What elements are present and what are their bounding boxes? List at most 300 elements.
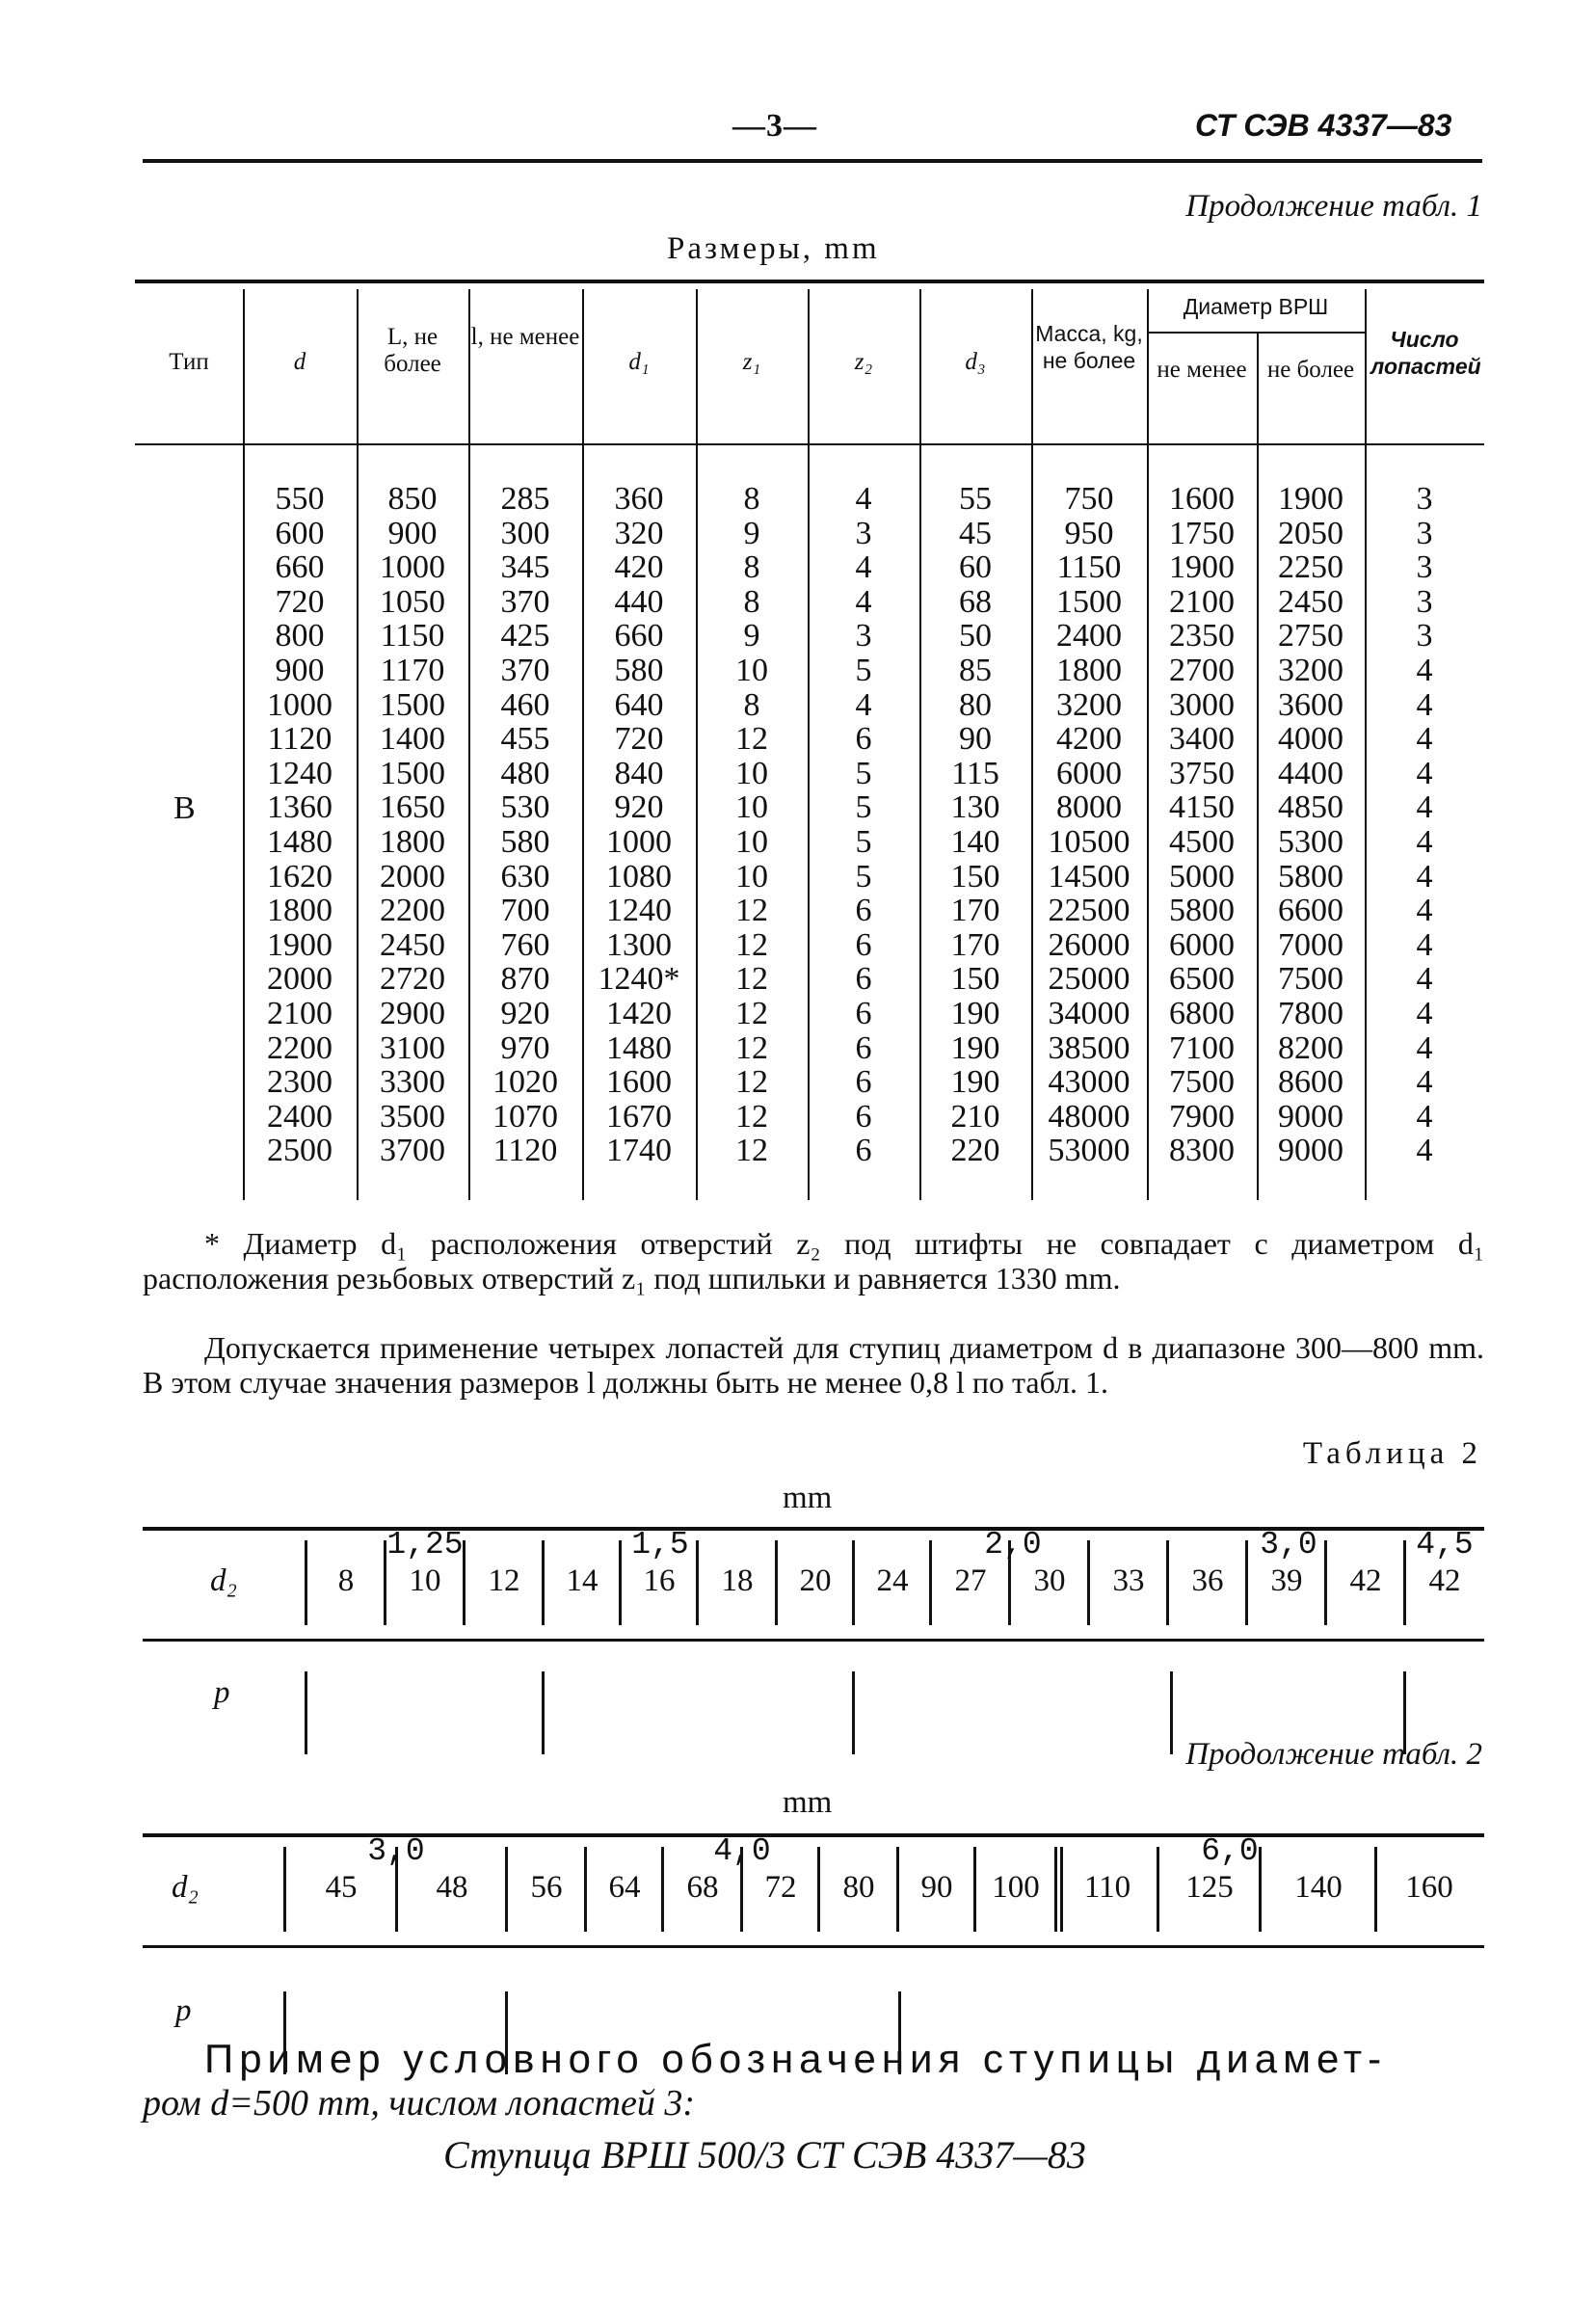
table1-cell-mass: 38500 [1048,1029,1130,1066]
table1-cell-L: 2900 [380,995,445,1031]
table1-cell-l: 300 [500,515,550,551]
table2b-d2-label: d₂ [172,1870,199,1905]
t2-d2-cell: 42 [1349,1563,1382,1598]
table1-cell-l: 455 [500,721,550,758]
t3-d2-cell: 125 [1185,1870,1234,1905]
table1-cell-d1: 1740 [606,1133,672,1169]
table1-cell-z1: 12 [735,1029,768,1066]
table1-cell-z2: 4 [855,686,872,723]
table1-cell-d: 1120 [267,721,332,758]
table1-cell-L: 1650 [380,789,445,826]
table1-cell-L: 2450 [380,926,445,963]
table1-cell-z2: 3 [855,515,872,551]
t2-p-cell: 1,25 [386,1527,464,1563]
header-d1: d₁ [628,349,650,375]
example-designation: Ступица ВРШ 500/3 СТ СЭВ 4337—83 [443,2133,1086,2177]
table1-cell-vrsh_max: 5300 [1278,823,1343,860]
table1-cell-mass: 48000 [1048,1098,1130,1135]
table2b-p-label: p [175,1993,192,2028]
table1-cell-z2: 6 [855,1098,872,1135]
column-d3 [919,482,1031,1168]
table1-cell-vrsh_max: 3200 [1278,652,1343,688]
table1-cell-d3: 45 [959,515,992,551]
table1-cell-d: 600 [275,515,325,551]
table1-cell-d: 900 [275,652,325,688]
table1-cell-z1: 10 [735,789,768,826]
table1-cell-L: 3100 [380,1029,445,1066]
table1-cell-vrsh_max: 3600 [1278,686,1343,723]
column-d1 [582,482,696,1168]
table1-cell-d: 2000 [267,961,332,998]
table1-cell-L: 2720 [380,961,445,998]
table1-cell-vrsh_min: 6800 [1169,995,1235,1031]
table1-cell-blades: 4 [1416,858,1433,895]
t3-d2-cell: 160 [1405,1870,1453,1905]
table2-d2-label: d₂ [210,1563,237,1598]
table1-cell-z1: 12 [735,721,768,758]
table1-cell-d: 800 [275,618,325,654]
table1-cell-d3: 115 [951,755,999,791]
table1-cell-vrsh_max: 7000 [1278,926,1343,963]
t2-d2-cell: 14 [566,1563,598,1598]
table1-cell-z1: 12 [735,1098,768,1135]
table1-cell-z1: 12 [735,961,768,998]
table1-cell-vrsh_max: 2250 [1278,549,1343,586]
t3-d2-cell: 72 [764,1870,797,1905]
table1-cell-mass: 2400 [1056,618,1122,654]
table1-cell-d1: 1300 [606,926,672,963]
table1-cell-blades: 3 [1416,618,1433,654]
table1-cell-blades: 3 [1416,481,1433,517]
table1-cell-mass: 1500 [1056,583,1122,620]
table1-cell-L: 1050 [380,583,445,620]
table1-cell-l: 700 [500,893,550,929]
table1-cell-z2: 5 [855,755,872,791]
table1-cell-mass: 950 [1064,515,1114,551]
table1-cell-d1: 580 [614,652,664,688]
table2-continuation: Продолжение табл. 2 [1185,1737,1482,1772]
table1-cell-d1: 640 [614,686,664,723]
t3-d2-cell: 100 [992,1870,1040,1905]
table1-cell-d1: 360 [614,481,664,517]
table1-cell-mass: 26000 [1048,926,1130,963]
table1-cell-vrsh_min: 1750 [1169,515,1235,551]
header-l: l, не менее [470,324,580,350]
table1-cell-d3: 80 [959,686,992,723]
table1-cell-mass: 3200 [1056,686,1122,723]
table1-cell-z2: 6 [855,721,872,758]
table1-cell-L: 1400 [380,721,445,758]
table1-cell-blades: 4 [1416,652,1433,688]
table1-cell-z1: 10 [735,858,768,895]
table1-cell-vrsh_min: 1600 [1169,481,1235,517]
table1-cell-vrsh_min: 2100 [1169,583,1235,620]
table1-cell-d1: 420 [614,549,664,586]
table1-cell-d3: 190 [950,1064,1000,1101]
table1-cell-d3: 210 [950,1098,1000,1135]
table1-cell-l: 580 [500,823,550,860]
table1 [135,280,1484,1205]
table1-cell-d: 1480 [267,823,332,860]
table1-cell-mass: 22500 [1048,893,1130,929]
table1-cell-vrsh_min: 3400 [1169,721,1235,758]
table1-cell-z2: 5 [855,652,872,688]
table1-cell-vrsh_min: 3000 [1169,686,1235,723]
column-z1 [696,482,808,1168]
table1-cell-L: 2200 [380,893,445,929]
table1-cell-mass: 8000 [1056,789,1122,826]
table1-cell-L: 3300 [380,1064,445,1101]
table1-cell-d: 1000 [267,686,332,723]
table1-cell-vrsh_max: 1900 [1278,481,1343,517]
table1-cell-d: 720 [275,583,325,620]
table1-cell-d: 1900 [267,926,332,963]
table1-cell-l: 480 [500,755,550,791]
table1-cell-blades: 4 [1416,755,1433,791]
table1-cell-z2: 4 [855,583,872,620]
header-d3: d₃ [965,349,986,375]
t2-d2-cell: 24 [876,1563,909,1598]
table1-cell-blades: 3 [1416,515,1433,551]
table1-cell-vrsh_max: 5800 [1278,858,1343,895]
column-vrsh-min [1147,482,1257,1168]
t3-d2-cell: 56 [530,1870,563,1905]
table1-cell-l: 630 [500,858,550,895]
table1-cell-z2: 6 [855,995,872,1031]
table1-cell-vrsh_min: 6000 [1169,926,1235,963]
table1-cell-d1: 720 [614,721,664,758]
column-vrsh-max [1257,482,1365,1168]
t3-p-cell: 4,0 [713,1833,771,1869]
table1-cell-z2: 6 [855,961,872,998]
t3-d2-cell: 64 [608,1870,641,1905]
table1-cell-z1: 10 [735,823,768,860]
table1-cell-d3: 85 [959,652,992,688]
table-vline [542,1671,545,1754]
table1-cell-vrsh_max: 6600 [1278,893,1343,929]
table1-cell-z1: 9 [743,515,760,551]
table1-cell-d: 1360 [267,789,332,826]
table1-cell-z2: 5 [855,789,872,826]
table1-cell-d: 2100 [267,995,332,1031]
table1-cell-vrsh_max: 9000 [1278,1098,1343,1135]
table1-cell-L: 3500 [380,1098,445,1135]
table1-cell-z2: 6 [855,1133,872,1169]
table1-cell-d1: 920 [614,789,664,826]
table1-cell-z1: 12 [735,926,768,963]
table1-cell-d1: 1240 [606,893,672,929]
table1-cell-blades: 4 [1416,1133,1433,1169]
header-z2: z₂ [854,349,873,375]
table1-cell-mass: 4200 [1056,721,1122,758]
table1-cell-d3: 68 [959,583,992,620]
column-z2 [808,482,919,1168]
table1-cell-vrsh_min: 7900 [1169,1098,1235,1135]
vrsh-subrule [1147,332,1365,334]
table1-cell-l: 760 [500,926,550,963]
table1-cell-z2: 4 [855,481,872,517]
column-L [357,482,468,1168]
table1-cell-mass: 34000 [1048,995,1130,1031]
table1-cell-L: 1500 [380,755,445,791]
column-blades [1370,482,1478,1168]
table1-cell-d3: 170 [950,926,1000,963]
table1-cell-d1: 1080 [606,858,672,895]
table1-cell-z1: 12 [735,995,768,1031]
table1-cell-d3: 190 [950,1029,1000,1066]
table1-cell-blades: 4 [1416,995,1433,1031]
table1-cell-z1: 9 [743,618,760,654]
table1-cell-blades: 4 [1416,926,1433,963]
t3-d2-cell: 45 [325,1870,358,1905]
table1-cell-d3: 130 [950,789,1000,826]
t2-d2-cell: 27 [954,1563,987,1598]
table1-cell-z2: 6 [855,926,872,963]
table1-cell-vrsh_min: 5000 [1169,858,1235,895]
column-d [243,482,357,1168]
table1-cell-l: 370 [500,583,550,620]
table1-cell-L: 1800 [380,823,445,860]
table1-cell-d1: 660 [614,618,664,654]
table1-cell-mass: 750 [1064,481,1114,517]
table1-cell-l: 920 [500,995,550,1031]
table2-mid-rule [143,1639,1484,1642]
table1-cell-L: 1000 [380,549,445,586]
table1-cell-d: 2200 [267,1029,332,1066]
t3-d2-cell: 140 [1294,1870,1343,1905]
t2-d2-cell: 30 [1033,1563,1066,1598]
table1-cell-z2: 3 [855,618,872,654]
table1-cell-z2: 6 [855,1029,872,1066]
table1-cell-l: 345 [500,549,550,586]
table1-cell-vrsh_max: 8600 [1278,1064,1343,1101]
header-z1: z₁ [742,349,761,375]
t2-p-cell: 3,0 [1260,1527,1317,1563]
header-mass: Масса, kg, не более [1035,321,1143,373]
table2 [143,1527,1484,1758]
table1-cell-d3: 190 [950,995,1000,1031]
table1-cell-z2: 4 [855,549,872,586]
table2-units: mm [783,1481,833,1515]
table1-continuation: Продолжение табл. 1 [1185,189,1482,224]
table1-cell-z1: 10 [735,755,768,791]
table1-cell-blades: 4 [1416,893,1433,929]
table1-cell-z1: 12 [735,1064,768,1101]
table1-cell-l: 1120 [492,1133,558,1169]
table1-cell-d: 1800 [267,893,332,929]
table1-cell-z2: 6 [855,1064,872,1101]
table1-cell-l: 460 [500,686,550,723]
table2-p-label: p [214,1675,230,1710]
table1-cell-vrsh_min: 6500 [1169,961,1235,998]
table1-cell-blades: 4 [1416,1029,1433,1066]
t2-d2-cell: 10 [409,1563,441,1598]
table1-cell-d3: 55 [959,481,992,517]
table1-cell-z1: 10 [735,652,768,688]
table1-cell-l: 530 [500,789,550,826]
table2-continued [143,1833,1484,2026]
table1-cell-d3: 90 [959,721,992,758]
page-number: —3— [732,108,817,144]
table1-cell-blades: 4 [1416,789,1433,826]
table1-cell-vrsh_max: 8200 [1278,1029,1343,1066]
table1-cell-mass: 1150 [1056,549,1122,586]
table1-cell-z1: 8 [743,583,760,620]
t2-d2-cell: 33 [1112,1563,1145,1598]
t2-d2-cell: 20 [799,1563,832,1598]
table1-cell-d1: 1670 [606,1098,672,1135]
table1-cell-vrsh_min: 8300 [1169,1133,1235,1169]
t2-d2-cell: 18 [721,1563,754,1598]
table1-cell-z1: 8 [743,481,760,517]
table1-cell-blades: 3 [1416,583,1433,620]
table1-cell-d1: 840 [614,755,664,791]
t2-p-cell: 2,0 [984,1527,1042,1563]
t2-d2-cell: 39 [1270,1563,1303,1598]
t2-p-cell: 4,5 [1416,1527,1474,1563]
table1-cell-d1: 1600 [606,1064,672,1101]
table1-cell-L: 850 [387,481,438,517]
header-type: Тип [169,349,209,375]
type-value: В [173,790,196,826]
t2-d2-cell: 42 [1428,1563,1461,1598]
table1-cell-blades: 3 [1416,549,1433,586]
t3-d2-cell: 48 [436,1870,468,1905]
table1-cell-l: 370 [500,652,550,688]
table1-top-rule [135,280,1484,283]
table1-cell-mass: 1800 [1056,652,1122,688]
table1-cell-vrsh_max: 9000 [1278,1133,1343,1169]
t3-d2-cell: 90 [920,1870,953,1905]
table1-cell-mass: 14500 [1048,858,1130,895]
table1-cell-z1: 12 [735,1133,768,1169]
table1-cell-blades: 4 [1416,686,1433,723]
table1-cell-L: 3700 [380,1133,445,1169]
header-vrsh-max: не более [1266,357,1355,383]
t3-p-cell: 3,0 [367,1833,425,1869]
example-line1: Пример условного обозначения ступицы диамет- [204,2036,1388,2081]
table1-cell-d1: 1240* [598,961,680,998]
table1-cell-d3: 150 [950,858,1000,895]
note-paragraph: Допускается применение четырех лопастей для ступиц диаметром d в диапазоне 300—800 mm. В этом случае значения размеров l должны быть не менее 0,8 l по табл. 1. [143,1330,1484,1400]
table1-cell-mass: 25000 [1048,961,1130,998]
table1-cell-mass: 43000 [1048,1064,1130,1101]
header-rule [143,159,1482,163]
t2-d2-cell: 8 [337,1563,355,1598]
table1-units: Размеры, mm [667,231,880,266]
header-vrsh-min: не менее [1157,357,1247,383]
table1-cell-mass: 53000 [1048,1133,1130,1169]
table1-cell-vrsh_max: 4400 [1278,755,1343,791]
table1-cell-z1: 8 [743,686,760,723]
standard-code: СТ СЭВ 4337—83 [1195,108,1452,143]
table1-cell-L: 1170 [380,652,445,688]
table1-cell-vrsh_min: 2350 [1169,618,1235,654]
header-vrsh: Диаметр ВРШ [1183,294,1329,319]
table1-cell-d: 1240 [267,755,332,791]
table1-cell-d: 2400 [267,1098,332,1135]
table1-cell-L: 2000 [380,858,445,895]
table1-cell-z1: 8 [743,549,760,586]
table1-cell-d3: 170 [950,893,1000,929]
table1-cell-d: 550 [275,481,325,517]
table1-cell-vrsh_max: 7500 [1278,961,1343,998]
table1-cell-d1: 440 [614,583,664,620]
table1-cell-blades: 4 [1416,1064,1433,1101]
table1-cell-blades: 4 [1416,823,1433,860]
table1-cell-vrsh_min: 1900 [1169,549,1235,586]
t2-d2-cell: 16 [643,1563,676,1598]
table2b-units: mm [783,1785,833,1820]
table-vline [1170,1671,1173,1754]
table1-cell-L: 1150 [380,618,445,654]
t3-p-cell: 6,0 [1201,1833,1259,1869]
table1-cell-vrsh_min: 3750 [1169,755,1235,791]
table2-title: Таблица 2 [1302,1436,1482,1471]
table1-cell-d: 2300 [267,1064,332,1101]
table1-cell-d3: 50 [959,618,992,654]
header-d: d [293,349,306,375]
table1-cell-z2: 6 [855,893,872,929]
t2-d2-cell: 36 [1191,1563,1224,1598]
table1-cell-vrsh_min: 4150 [1169,789,1235,826]
table1-cell-vrsh_max: 4000 [1278,721,1343,758]
table1-cell-d: 660 [275,549,325,586]
table1-cell-blades: 4 [1416,721,1433,758]
table1-cell-d: 2500 [267,1133,332,1169]
table2b-mid-rule [143,1945,1484,1948]
t2-p-cell: 1,5 [631,1527,689,1563]
table1-cell-vrsh_min: 5800 [1169,893,1235,929]
t3-d2-cell: 68 [686,1870,719,1905]
table1-cell-vrsh_max: 2450 [1278,583,1343,620]
table1-cell-z2: 5 [855,823,872,860]
t3-d2-cell: 80 [842,1870,875,1905]
table1-cell-L: 1500 [380,686,445,723]
t3-d2-cell: 110 [1083,1870,1131,1905]
table1-cell-z2: 5 [855,858,872,895]
table1-cell-vrsh_min: 7500 [1169,1064,1235,1101]
table1-cell-vrsh_min: 4500 [1169,823,1235,860]
header-blades: Число лопастей [1370,327,1481,379]
table1-cell-d3: 220 [950,1133,1000,1169]
table1-cell-d1: 1420 [606,995,672,1031]
table1-cell-d3: 150 [950,961,1000,998]
table1-cell-mass: 10500 [1048,823,1130,860]
table1-cell-l: 870 [500,961,550,998]
column-l [468,482,582,1168]
table1-cell-vrsh_max: 7800 [1278,995,1343,1031]
table1-cell-l: 285 [500,481,550,517]
table1-cell-vrsh_min: 2700 [1169,652,1235,688]
table1-cell-l: 970 [500,1029,550,1066]
table1-cell-d1: 1000 [606,823,672,860]
table1-cell-L: 900 [387,515,438,551]
table1-cell-d: 1620 [267,858,332,895]
table1-cell-z1: 12 [735,893,768,929]
t2-d2-cell: 12 [488,1563,520,1598]
footnote: * Диаметр d₁ расположения отверстий z₂ под штифты не совпадает с диаметром d₁ расположения резьбовых отверстий z₁ под шпильки и равняется 1330 mm. [143,1226,1484,1296]
header-L: L, не более [384,324,441,377]
table1-cell-vrsh_min: 7100 [1169,1029,1235,1066]
column-mass [1031,482,1147,1168]
table1-cell-vrsh_max: 4850 [1278,789,1343,826]
table1-cell-l: 425 [500,618,550,654]
table-vline [852,1671,855,1754]
table1-header-rule [135,443,1484,445]
table1-vline [1365,289,1367,1200]
table-vline [305,1671,307,1754]
